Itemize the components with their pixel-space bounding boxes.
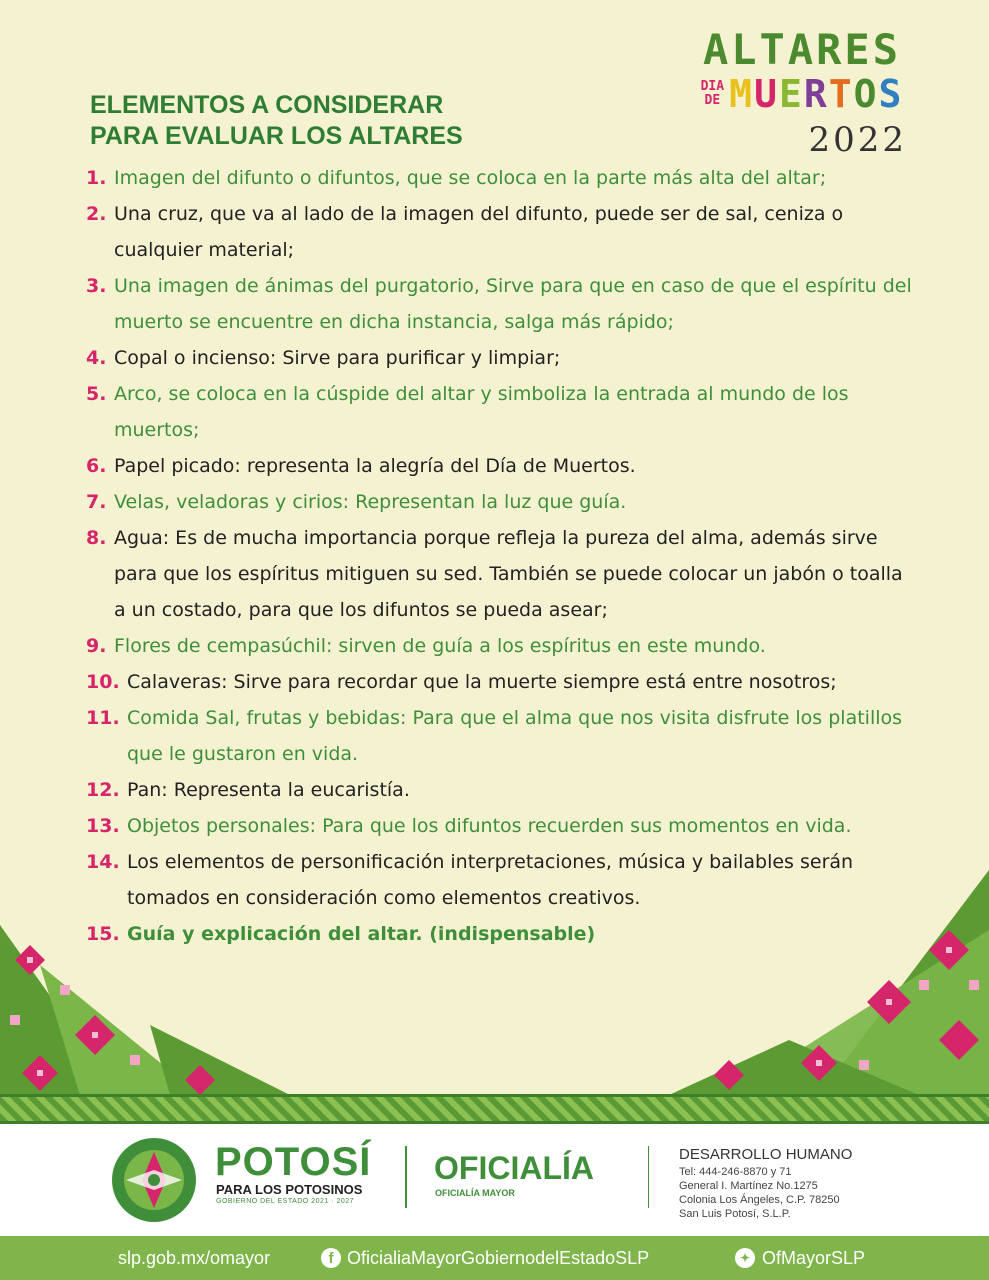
item-number: 9. [86, 635, 107, 657]
website-link[interactable]: slp.gob.mx/omayor [118, 1248, 271, 1268]
list-item [86, 268, 916, 340]
logo-muertos-letter: U [754, 72, 779, 116]
contact-address-1: General I. Martínez No.1275 [679, 1180, 818, 1192]
item-text: Arco, se coloca en la cúspide del altar y simboliza la entrada al mundo de los muertos; [114, 383, 849, 441]
item-number: 6. [86, 455, 107, 477]
title-line-2: PARA EVALUAR LOS ALTARES [90, 122, 463, 150]
logo-dia-text: DIA [700, 79, 725, 94]
facebook-link[interactable]: OficialiaMayorGobiernodelEstadoSLP [347, 1248, 650, 1268]
logo-muertos-text [729, 72, 903, 116]
item-number: 13. [86, 815, 120, 837]
footer-divider [405, 1146, 407, 1208]
item-text: Objetos personales: Para que los difuntos recuerden sus momentos en vida. [127, 815, 852, 837]
item-text: Los elementos de personificación interpretaciones, música y bailables serán tomados en consideración como elementos creativos. [127, 851, 854, 909]
contact-city: San Luis Potosí, S.L.P. [679, 1208, 791, 1220]
logo-muertos-letter: T [828, 72, 854, 116]
embroidery-decoration-left [0, 905, 300, 1095]
desarrollo-humano-title: DESARROLLO HUMANO [679, 1146, 853, 1163]
item-text: Calaveras: Sirve para recordar que la muerte siempre está entre nosotros; [127, 671, 837, 693]
footer [0, 1124, 989, 1236]
item-text: Papel picado: representa la alegría del Día de Muertos. [114, 455, 636, 477]
item-number: 2. [86, 203, 107, 225]
list-item [86, 484, 916, 520]
logo-muertos-letter: M [729, 72, 755, 116]
item-text: Copal o incienso: Sirve para purificar y limpiar; [114, 347, 561, 369]
logo-altares-text: ALTARES [702, 25, 901, 74]
list-item [86, 664, 916, 700]
facebook-icon: f [321, 1248, 341, 1268]
logo-year: 2022 [808, 120, 907, 160]
elements-list [86, 160, 916, 952]
title-line-1: ELEMENTOS A CONSIDERAR [90, 91, 444, 119]
logo-muertos-letter: O [853, 72, 879, 116]
list-item [86, 700, 916, 772]
item-number: 10. [86, 671, 120, 693]
contact-address-2: Colonia Los Ángeles, C.P. 78250 [679, 1194, 840, 1206]
item-text: Velas, veladoras y cirios: Representan la luz que guía. [114, 491, 627, 513]
list-item [86, 520, 916, 628]
item-number: 14. [86, 851, 120, 873]
item-number: 5. [86, 383, 107, 405]
item-text: Una imagen de ánimas del purgatorio, Sirve para que en caso de que el espíritu del muerto se encuentre en dicha instancia, salga más rápido; [114, 275, 912, 333]
item-text: Flores de cempasúchil: sirven de guía a los espíritus en este mundo. [114, 635, 766, 657]
item-text: Guía y explicación del altar. (indispensable) [127, 923, 596, 945]
brand-government-years: GOBIERNO DEL ESTADO 2021 · 2027 [216, 1198, 355, 1205]
brand-potosi: POTOSÍ [215, 1140, 372, 1184]
logo-muertos-letter: S [878, 72, 904, 116]
logo-muertos-letter: E [778, 72, 804, 116]
list-item [86, 808, 916, 844]
item-number: 7. [86, 491, 107, 513]
list-item [86, 340, 916, 376]
item-text: Pan: Representa la eucaristía. [127, 779, 410, 801]
item-number: 15. [86, 923, 120, 945]
page-title [90, 90, 610, 152]
list-item [86, 628, 916, 664]
item-text: Una cruz, que va al lado de la imagen del difunto, puede ser de sal, ceniza o cualquier material; [114, 203, 844, 261]
oficialia-mayor-text: OFICIALÍA MAYOR [435, 1188, 515, 1198]
altares-logo [697, 25, 907, 160]
potosi-seal-logo [104, 1134, 204, 1226]
embroidery-decoration-right [669, 870, 989, 1095]
item-number: 3. [86, 275, 107, 297]
social-bar [0, 1236, 989, 1280]
item-number: 12. [86, 779, 120, 801]
item-text: Imagen del difunto o difuntos, que se coloca en la parte más alta del altar; [114, 167, 827, 189]
twitter-link[interactable]: OfMayorSLP [762, 1248, 866, 1268]
item-text: Agua: Es de mucha importancia porque refleja la pureza del alma, además sirve para que los espíritus mitiguen su sed. También se puede colocar un jabón o toalla a un costado, para que los difuntos se pueda asear; [114, 527, 903, 621]
oficialia-logo-text: OFICIALÍA [434, 1150, 594, 1186]
list-item [86, 196, 916, 268]
logo-muertos-letter: R [803, 72, 829, 116]
contact-phone: Tel: 444-246-8870 y 71 [679, 1166, 792, 1178]
list-item [86, 772, 916, 808]
item-number: 11. [86, 707, 120, 729]
item-number: 8. [86, 527, 107, 549]
item-text: Comida Sal, frutas y bebidas: Para que el alma que nos visita disfrute los platillos que le gustaron en vida. [127, 707, 903, 765]
list-item [86, 160, 916, 196]
twitter-icon: ✦ [735, 1248, 755, 1268]
list-item [86, 376, 916, 448]
item-number: 4. [86, 347, 107, 369]
item-number: 1. [86, 167, 107, 189]
brand-tagline: PARA LOS POTOSINOS [216, 1182, 363, 1197]
list-item [86, 448, 916, 484]
logo-dia-de [701, 80, 724, 108]
footer-divider [648, 1146, 649, 1208]
logo-de-text: DE [704, 93, 721, 108]
embroidery-stripe-band [0, 1094, 989, 1124]
